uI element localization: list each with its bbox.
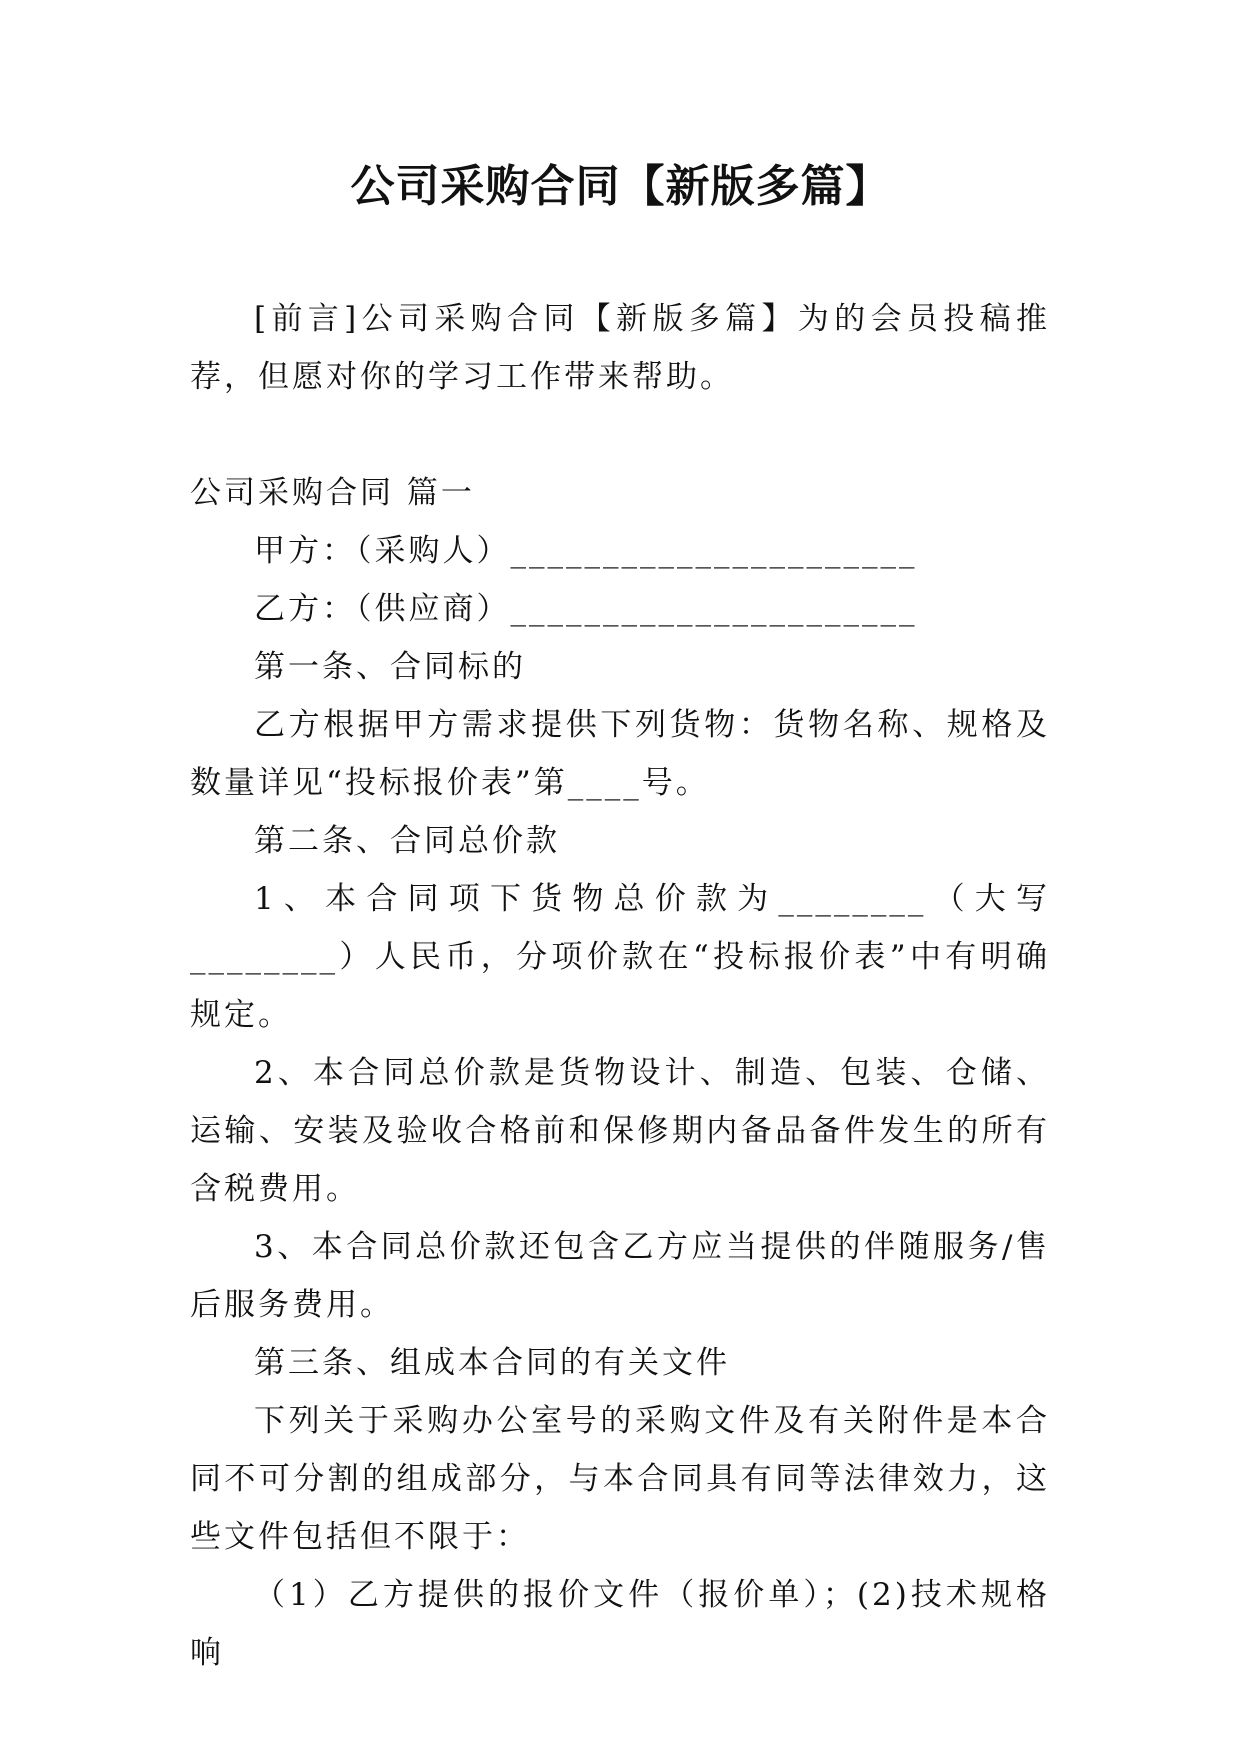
preface-paragraph: [前言]公司采购合同【新版多篇】为的会员投稿推荐，但愿对你的学习工作带来帮助。 [190,301,1050,395]
document-body [190,290,1050,1682]
paragraph-gap [190,406,1050,464]
article2-item3: 3、本合同总价款还包含乙方应当提供的伴随服务/售后服务费用。 [190,1229,1050,1323]
article3-list: （1）乙方提供的报价文件（报价单）；(2)技术规格响 [190,1577,1050,1671]
article2-title: 第二条、合同总价款 [254,823,560,859]
article2-item2: 2、本合同总价款是货物设计、制造、包装、仓储、运输、安装及验收合格前和保修期内备品备件发生的所有含税费用。 [190,1055,1050,1207]
article3-title: 第三条、组成本合同的有关文件 [254,1345,730,1381]
document-title: 公司采购合同【新版多篇】 [350,161,891,212]
article1-title: 第一条、合同标的 [254,649,526,685]
article2-item1: 1、本合同项下货物总价款为________（大写________）人民币，分项价款在“投标报价表”中有明确规定。 [190,881,1050,1033]
party-b-line: 乙方：（供应商）______________________ [254,591,918,627]
party-a-line: 甲方：（采购人）______________________ [254,533,918,569]
article3-text: 下列关于采购办公室号的采购文件及有关附件是本合同不可分割的组成部分，与本合同具有同等法律效力，这些文件包括但不限于： [190,1403,1050,1555]
section-heading: 公司采购合同 篇一 [190,475,475,511]
article1-text: 乙方根据甲方需求提供下列货物：货物名称、规格及数量详见“投标报价表”第____号。 [190,707,1050,801]
